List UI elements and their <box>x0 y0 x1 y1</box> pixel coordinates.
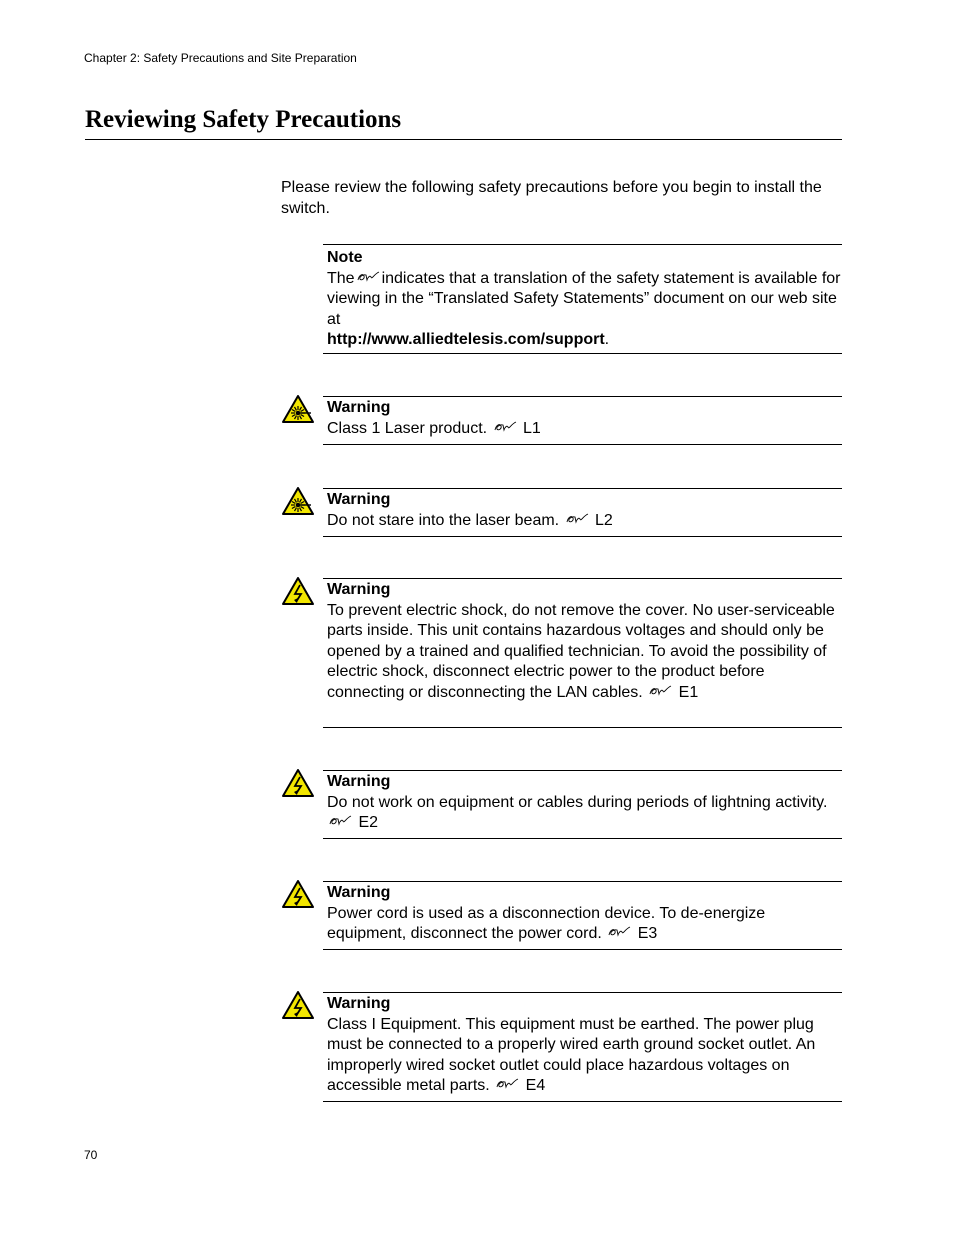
note-text-before: The <box>327 269 355 287</box>
warning-body <box>327 419 842 440</box>
translation-symbol-icon <box>649 685 672 697</box>
warning-heading: Warning <box>327 491 391 508</box>
page-title: Reviewing Safety Precautions <box>85 106 402 133</box>
warning-box <box>323 992 842 1102</box>
warning-body <box>327 601 842 704</box>
warning-code: E4 <box>525 1077 546 1094</box>
electric-shock-hazard-icon <box>281 576 315 606</box>
warning-heading: Warning <box>327 773 391 790</box>
warning-box <box>323 578 842 728</box>
translation-symbol-icon <box>566 513 589 525</box>
running-header: Chapter 2: Safety Precautions and Site Preparation <box>84 51 357 65</box>
translation-symbol-icon <box>357 271 380 283</box>
warning-box <box>323 881 842 950</box>
warning-code: E1 <box>678 683 699 701</box>
warning-heading: Warning <box>327 995 391 1012</box>
translation-symbol-icon <box>329 815 352 827</box>
page-number: 70 <box>84 1148 98 1162</box>
note-end: . <box>604 331 610 348</box>
warning-code: L2 <box>595 511 613 529</box>
electric-shock-hazard-icon <box>281 990 315 1020</box>
warning-heading: Warning <box>327 399 391 416</box>
note-heading: Note <box>327 249 363 266</box>
title-rule <box>85 139 842 140</box>
electric-shock-hazard-icon <box>281 879 315 909</box>
intro-paragraph: Please review the following safety precautions before you begin to install the switch. <box>281 179 822 217</box>
warning-code: L1 <box>522 419 541 437</box>
warning-code: E2 <box>358 814 379 831</box>
support-url-link[interactable]: http://www.alliedtelesis.com/support <box>327 331 605 348</box>
warning-text: To prevent electric shock, do not remove the cover. No user-serviceable parts inside. This unit contains hazardous voltages and should only be opened by a trained and qualified technician. To avoid the possibility of electric shock, disconnect electric power to the product before connecting or disconnecting the LAN cables. <box>327 601 835 701</box>
translation-symbol-icon <box>608 926 631 938</box>
laser-hazard-icon <box>281 394 315 424</box>
warning-text: Power cord is used as a disconnection device. To de-energize equipment, disconnect the power cord. <box>327 904 766 942</box>
warning-heading: Warning <box>327 884 391 901</box>
note-text-after: indicates that a translation of the safety statement is available for viewing in the “Translated Safety Statements” document on our web site at <box>327 269 841 328</box>
warning-body <box>327 511 842 532</box>
warning-box <box>323 770 842 839</box>
warning-text: Class 1 Laser product. <box>327 419 488 437</box>
warning-body <box>327 793 842 834</box>
warning-code: E3 <box>637 925 658 942</box>
note-box <box>323 244 842 354</box>
translation-symbol-icon <box>496 1078 519 1090</box>
warning-box <box>323 396 842 445</box>
warning-body <box>327 1015 842 1097</box>
electric-shock-hazard-icon <box>281 768 315 798</box>
translation-symbol-icon <box>494 421 517 433</box>
warning-heading: Warning <box>327 581 391 598</box>
warning-text: Do not stare into the laser beam. <box>327 511 560 529</box>
warning-text: Class I Equipment. This equipment must be earthed. The power plug must be connected to a properly wired earth ground socket outlet. An improperly wired socket outlet could place hazardous voltages on accessible metal parts. <box>327 1015 816 1094</box>
laser-hazard-icon <box>281 486 315 516</box>
warning-box <box>323 488 842 537</box>
warning-body <box>327 904 842 945</box>
warning-text: Do not work on equipment or cables during periods of lightning activity. <box>327 793 828 811</box>
note-body <box>327 269 842 351</box>
